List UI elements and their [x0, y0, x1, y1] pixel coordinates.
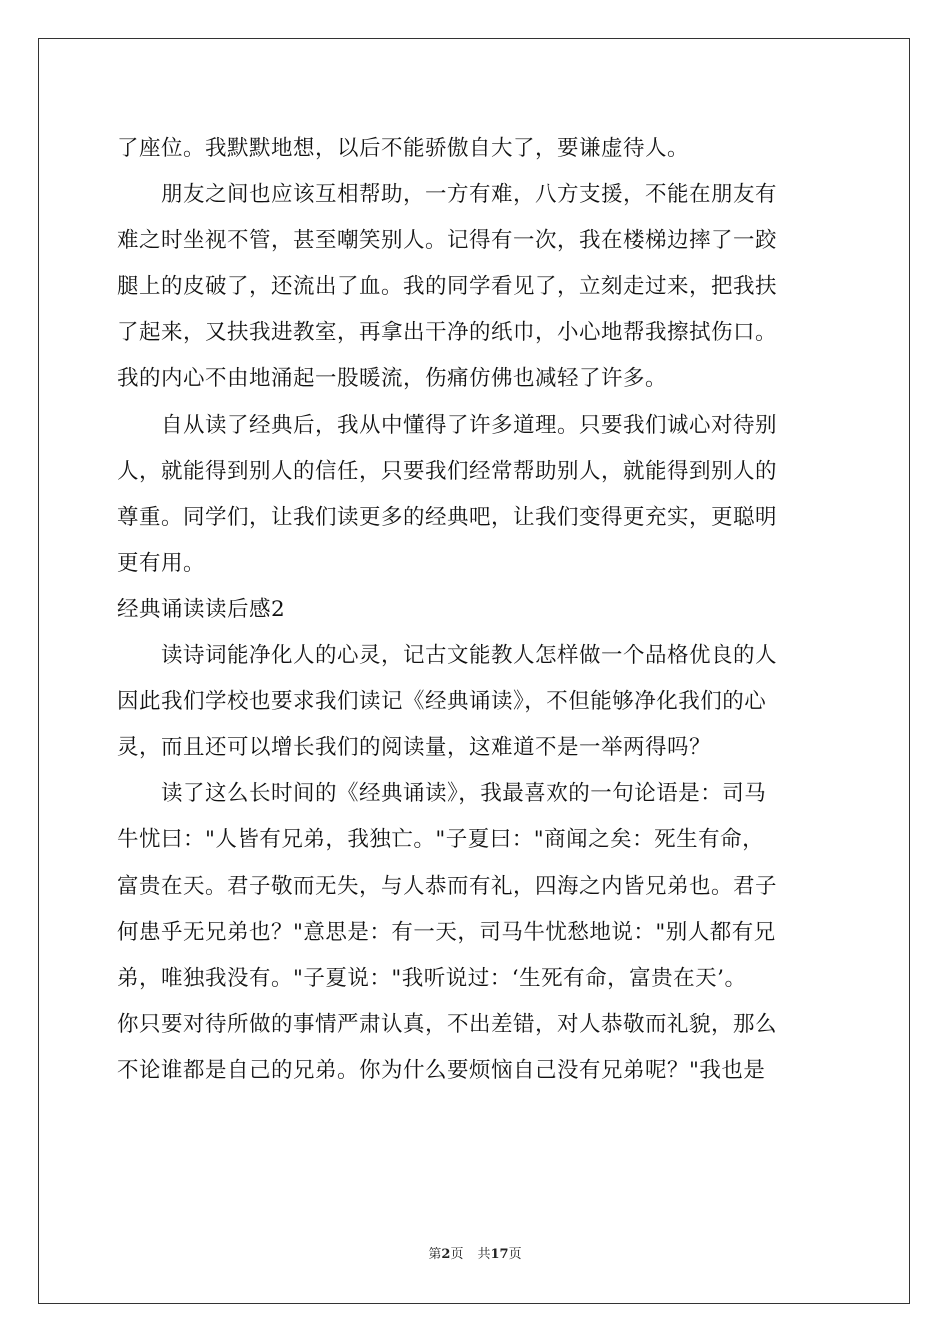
text-line: 难之时坐视不管，甚至嘲笑别人。记得有一次，我在楼梯边摔了一跤	[117, 228, 778, 254]
page-number: 2	[441, 1247, 451, 1262]
text-line: 了起来，又扶我进教室，再拿出干净的纸巾，小心地帮我擦拭伤口。	[117, 320, 778, 346]
text-line: 自从读了经典后，我从中懂得了许多道理。只要我们诚心对待别	[117, 412, 778, 438]
text-line: 了座位。我默默地想，以后不能骄傲自大了，要谦虚待人。	[117, 136, 690, 161]
text-line: 尊重。同学们，让我们读更多的经典吧，让我们变得更充实，更聪明	[117, 504, 778, 530]
text-line: 牛忧曰："人皆有兄弟，我独亡。"子夏曰："商闻之矣：死生有命，	[117, 827, 765, 853]
text-line: 读诗词能净化人的心灵，记古文能教人怎样做一个品格优良的人	[117, 643, 778, 669]
text-line: 人，就能得到别人的信任，只要我们经常帮助别人，就能得到别人的	[117, 458, 778, 484]
text-line: 何患乎无兄弟也？"意思是：有一天，司马牛忧愁地说："别人都有兄	[117, 919, 776, 945]
text-line: 更有用。	[117, 550, 206, 576]
text-line: 读了这么长时间的《经典诵读》，我最喜欢的一句论语是：司马	[117, 781, 767, 807]
text-line: 腿上的皮破了，还流出了血。我的同学看见了，立刻走过来，把我扶	[117, 274, 778, 300]
text-line: 弟，唯独我没有。"子夏说："我听说过：‘生死有命，富贵在天’。	[117, 965, 747, 991]
total-suffix: 页	[508, 1247, 522, 1262]
text-line: 我的内心不由地涌起一股暖流，伤痛仿佛也减轻了许多。	[117, 366, 668, 392]
text-line: 你只要对待所做的事情严肃认真，不出差错，对人恭敬而礼貌，那么	[117, 1011, 778, 1037]
text-line: 不论谁都是自己的兄弟。你为什么要烦恼自己没有兄弟呢？"我也是	[117, 1057, 766, 1083]
page-prefix: 第	[428, 1247, 442, 1262]
text-line: 灵，而且还可以增长我们的阅读量，这难道不是一举两得吗？	[117, 735, 712, 761]
text-line: 富贵在天。君子敬而无失，与人恭而有礼，四海之内皆兄弟也。君子	[117, 873, 778, 899]
section-heading: 经典诵读读后感2	[117, 596, 286, 622]
text-line: 朋友之间也应该互相帮助，一方有难，八方支援，不能在朋友有	[117, 182, 778, 208]
page-footer	[0, 1243, 950, 1262]
total-prefix: 共	[477, 1247, 491, 1262]
total-pages: 17	[490, 1247, 509, 1262]
document-body	[117, 126, 839, 1094]
text-line: 因此我们学校也要求我们读记《经典诵读》，不但能够净化我们的心	[117, 689, 767, 715]
page-suffix: 页	[450, 1247, 464, 1262]
